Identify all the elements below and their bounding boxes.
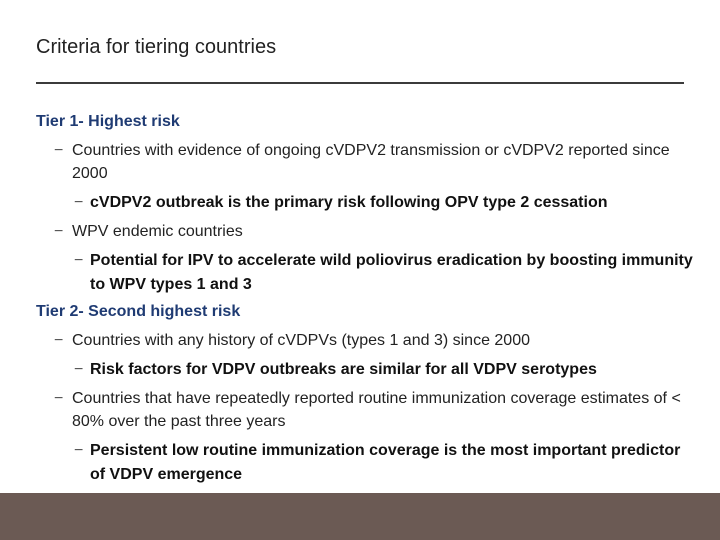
sub-list-item-text: cVDPV2 outbreak is the primary risk following OPV type 2 cessation <box>90 194 608 211</box>
slide-title: Criteria for tiering countries <box>36 36 277 58</box>
bullet-dash-icon: − <box>54 390 64 407</box>
bullet-dash-icon: − <box>54 223 64 240</box>
bullet-dash-icon: − <box>54 142 64 159</box>
bullet-dash-icon: − <box>74 194 84 211</box>
title-divider <box>36 82 684 84</box>
list-item-text: Countries with any history of cVDPVs (types 1 and 3) since 2000 <box>72 332 530 349</box>
tier-1-heading: Tier 1- Highest risk <box>36 113 180 130</box>
bullet-dash-icon: − <box>74 442 84 459</box>
sub-list-item-text: Potential for IPV to accelerate wild poliovirus eradication by boosting immunity to WPV types 1 and 3 <box>90 252 693 293</box>
sub-list-item <box>36 358 696 382</box>
list-item <box>36 329 696 352</box>
list-item <box>36 139 696 185</box>
footer-band <box>0 493 720 540</box>
sub-list-item-text: Risk factors for VDPV outbreaks are similar for all VDPV serotypes <box>90 361 597 378</box>
sub-list-item <box>36 249 696 297</box>
sub-list-item <box>36 191 696 215</box>
bullet-dash-icon: − <box>74 361 84 378</box>
list-item-text: WPV endemic countries <box>72 223 243 240</box>
tier-2-heading: Tier 2- Second highest risk <box>36 303 241 320</box>
slide-content <box>36 112 696 492</box>
list-item-text: Countries that have repeatedly reported routine immunization coverage estimates of < 80% over the past three years <box>72 390 681 430</box>
bullet-dash-icon: − <box>54 332 64 349</box>
bullet-dash-icon: − <box>74 252 84 269</box>
sub-list-item-text: Persistent low routine immunization coverage is the most important predictor of VDPV emergence <box>90 442 681 483</box>
sub-list-item <box>36 439 696 487</box>
list-item <box>36 220 696 243</box>
list-item <box>36 387 696 433</box>
list-item-text: Countries with evidence of ongoing cVDPV2 transmission or cVDPV2 reported since 2000 <box>72 142 670 182</box>
